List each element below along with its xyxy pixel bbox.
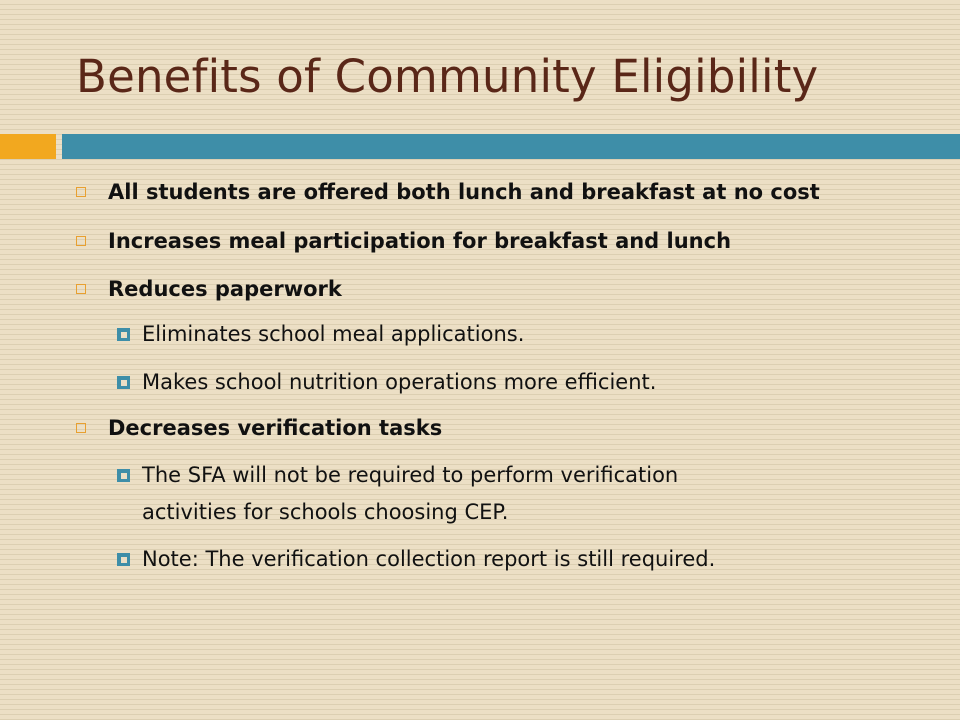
sub-bullet-text-line-1: The SFA will not be required to perform verification xyxy=(142,463,679,487)
bullet-item xyxy=(76,277,342,301)
slide-title: Benefits of Community Eligibility xyxy=(76,50,819,103)
bullet-item xyxy=(76,229,731,253)
sub-bullet-item xyxy=(117,364,656,401)
square-bullet-icon xyxy=(76,236,86,246)
sub-bullet-text: Note: The verification collection report is still required. xyxy=(142,547,716,571)
bullet-text: All students are offered both lunch and breakfast at no cost xyxy=(108,180,820,204)
filled-square-bullet-icon xyxy=(117,553,130,566)
square-bullet-icon xyxy=(76,187,86,197)
sub-bullet-text: Makes school nutrition operations more efficient. xyxy=(142,370,657,394)
sub-bullet-item xyxy=(117,541,715,578)
filled-square-bullet-icon xyxy=(117,328,130,341)
sub-bullet-text: Eliminates school meal applications. xyxy=(142,322,525,346)
bullet-text: Decreases verification tasks xyxy=(108,416,443,440)
filled-square-bullet-icon xyxy=(117,469,130,482)
bullet-text: Increases meal participation for breakfast and lunch xyxy=(108,229,732,253)
square-bullet-icon xyxy=(76,423,86,433)
bullet-item xyxy=(76,416,442,440)
sub-bullet-text-line-2: activities for schools choosing CEP. xyxy=(142,500,509,524)
bullet-item xyxy=(76,180,820,204)
square-bullet-icon xyxy=(76,284,86,294)
sub-bullet-item xyxy=(117,316,524,353)
bullet-text: Reduces paperwork xyxy=(108,277,342,301)
sub-bullet-item xyxy=(117,457,678,531)
filled-square-bullet-icon xyxy=(117,376,130,389)
